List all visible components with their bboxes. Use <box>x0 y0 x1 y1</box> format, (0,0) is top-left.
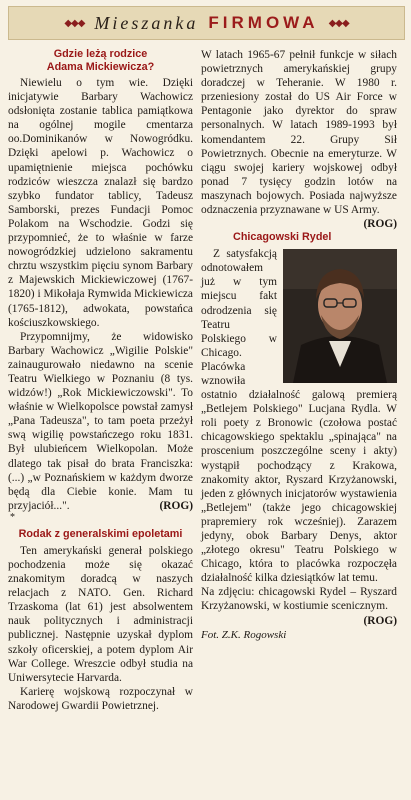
ornament-left-icon: ◆◆◆ <box>64 17 85 29</box>
article-headline-2: Rodak z generalskimi epoletami <box>18 527 183 540</box>
article1-paragraph-2 <box>8 330 193 513</box>
article2-paragraph-3 <box>201 48 397 231</box>
article3-signature: (ROG) <box>363 614 397 627</box>
header-title-italic: Mieszanka <box>94 12 199 33</box>
article1-paragraph-1: Niewielu o tym wie. Dzięki inicjatywie Barbary Wachowicz odsłonięta zostanie tablica pamiątkowa na ogólnej mogile cmentarza oo.Dominikanów w Nowogródku. Dzięki apelowi p. Wachowicz o upamiętnienie miejsca pochówku rodziców wieszcza znalazł się bardzo szybko fundator tablicy, Tadeusz Samborski, prezes Fundacji Pomoc Polakom na Wschodzie. Godzi się przypomnieć, że to właśnie w farze nowogródzkiej udzielono sakramentu chrztu wszystkim pięciu synom Barbary z Majewskich Mickiewiczowej (1767-1820) i Mikołaja Rymwida Mickiewicza (1765-1812), adwokata, powstańca kościuszkowskiego. <box>8 77 193 329</box>
right-column <box>201 48 397 642</box>
article2-paragraph-2: Karierę wojskową rozpoczynał w Narodowej Gwardii Powietrznej. <box>8 685 193 712</box>
photo-caption <box>201 585 397 627</box>
article1-paragraph-2-text: Przypomnijmy, że widowisko Barbary Wachowicz „Wigilie Polskie" zainaugurowało niedawno na scenie Teatru Wielkiego w Poznaniu (8 tys. widzów!) „Rok Mickiewiczowski". To właśnie w Wielkopolsce powstał zamysł „Pana Tadeusza", to tam poeta przeżył swą wigilię powstańczego roku 1831. Był ulubieńcem Wielkopolan. Może dlatego tak pisał do brata Franciszka: (...) „w Poznańskiem w każdym dworze będą dla Ciebie konie. Mam tu przyjaciół...". <box>8 330 193 512</box>
article3-paragraph <box>201 247 397 585</box>
photo-caption-text: Na zdjęciu: chicagowski Rydel – Ryszard Krzyżanowski, w kostiumie scenicznym. <box>201 586 397 613</box>
article2-paragraph-3-text: W latach 1965-67 pełnił funkcje w siłach powietrznych amerykańskiej grupy doradczej w Teheranie. W 1980 r. przeniesiony został do US Air Force w Pentagonie jako dyrektor do spraw personalnych. W latach 1989-1993 był komendantem 22. Grupy Sił Powietrznych. Obecnie na emeryturze. W ciągu swojej kariery wojskowej odbył ponad 7 tysięcy godzin lotów na maszynach bojowych. Posiada najwyższe odznaczenia przyznawane w US Army. <box>201 49 397 217</box>
article2-paragraph-1: Ten amerykański generał polskiego pochodzenia może się okazać znakomitym doradcą w naszych relacjach z NATO. Gen. Richard Trzaskoma (lat 61) jest absolwentem nauk politycznych i administracji publicznej. Następnie uzyskał dyplom szkoły oficerskiej, a potem dyplom Air War College. Wreszcie odbył studia na Uniwersytecie Harvarda. <box>8 544 193 684</box>
article-headline-3: Chicagowski Rydel <box>233 231 332 244</box>
ornament-right-icon: ◆◆◆ <box>328 17 349 29</box>
article3-text: Z satysfakcją odnotowałem już w tym miejscu fakt odrodzenia się Teatru Polskiego w Chicago. Placówka wznowiła ostatnio działalność galową premierą „Betlejem Polskiego" Lucjana Rydla. W roli poety z Bronowic (czołowa postać chicagowskiego spektaklu „spinająca" na proscenium poszczególne sceny i akty) wystąpił pochodzący z Krakowa, znakomity aktor, Ryszard Krzyżanowski, jeden z głównych inicjatorów wystawienia „Betlejem" (także jego chicagowskiej prapremiery rok wcześniej). Zarazem jedyny, obok Barbary Denys, aktor „złotego okresu" Teatru Polskiego w Chicago, która to placówka rozpoczęła działalność kilka dziesiątków lat temu. <box>201 248 397 585</box>
header-title-bold: FIRMOWA <box>208 13 319 32</box>
actor-photo <box>283 249 397 383</box>
article1-signature: (ROG) <box>159 499 193 512</box>
section-header <box>8 6 405 40</box>
left-column <box>8 48 193 713</box>
article2-signature: (ROG) <box>363 218 397 231</box>
article-headline-1: Gdzie leżą rodzice Adama Mickiewicza? <box>46 48 155 73</box>
separator-asterisk: * <box>10 511 15 523</box>
photo-credit: Fot. Z.K. Rogowski <box>201 628 287 641</box>
portrait-image <box>283 249 397 383</box>
